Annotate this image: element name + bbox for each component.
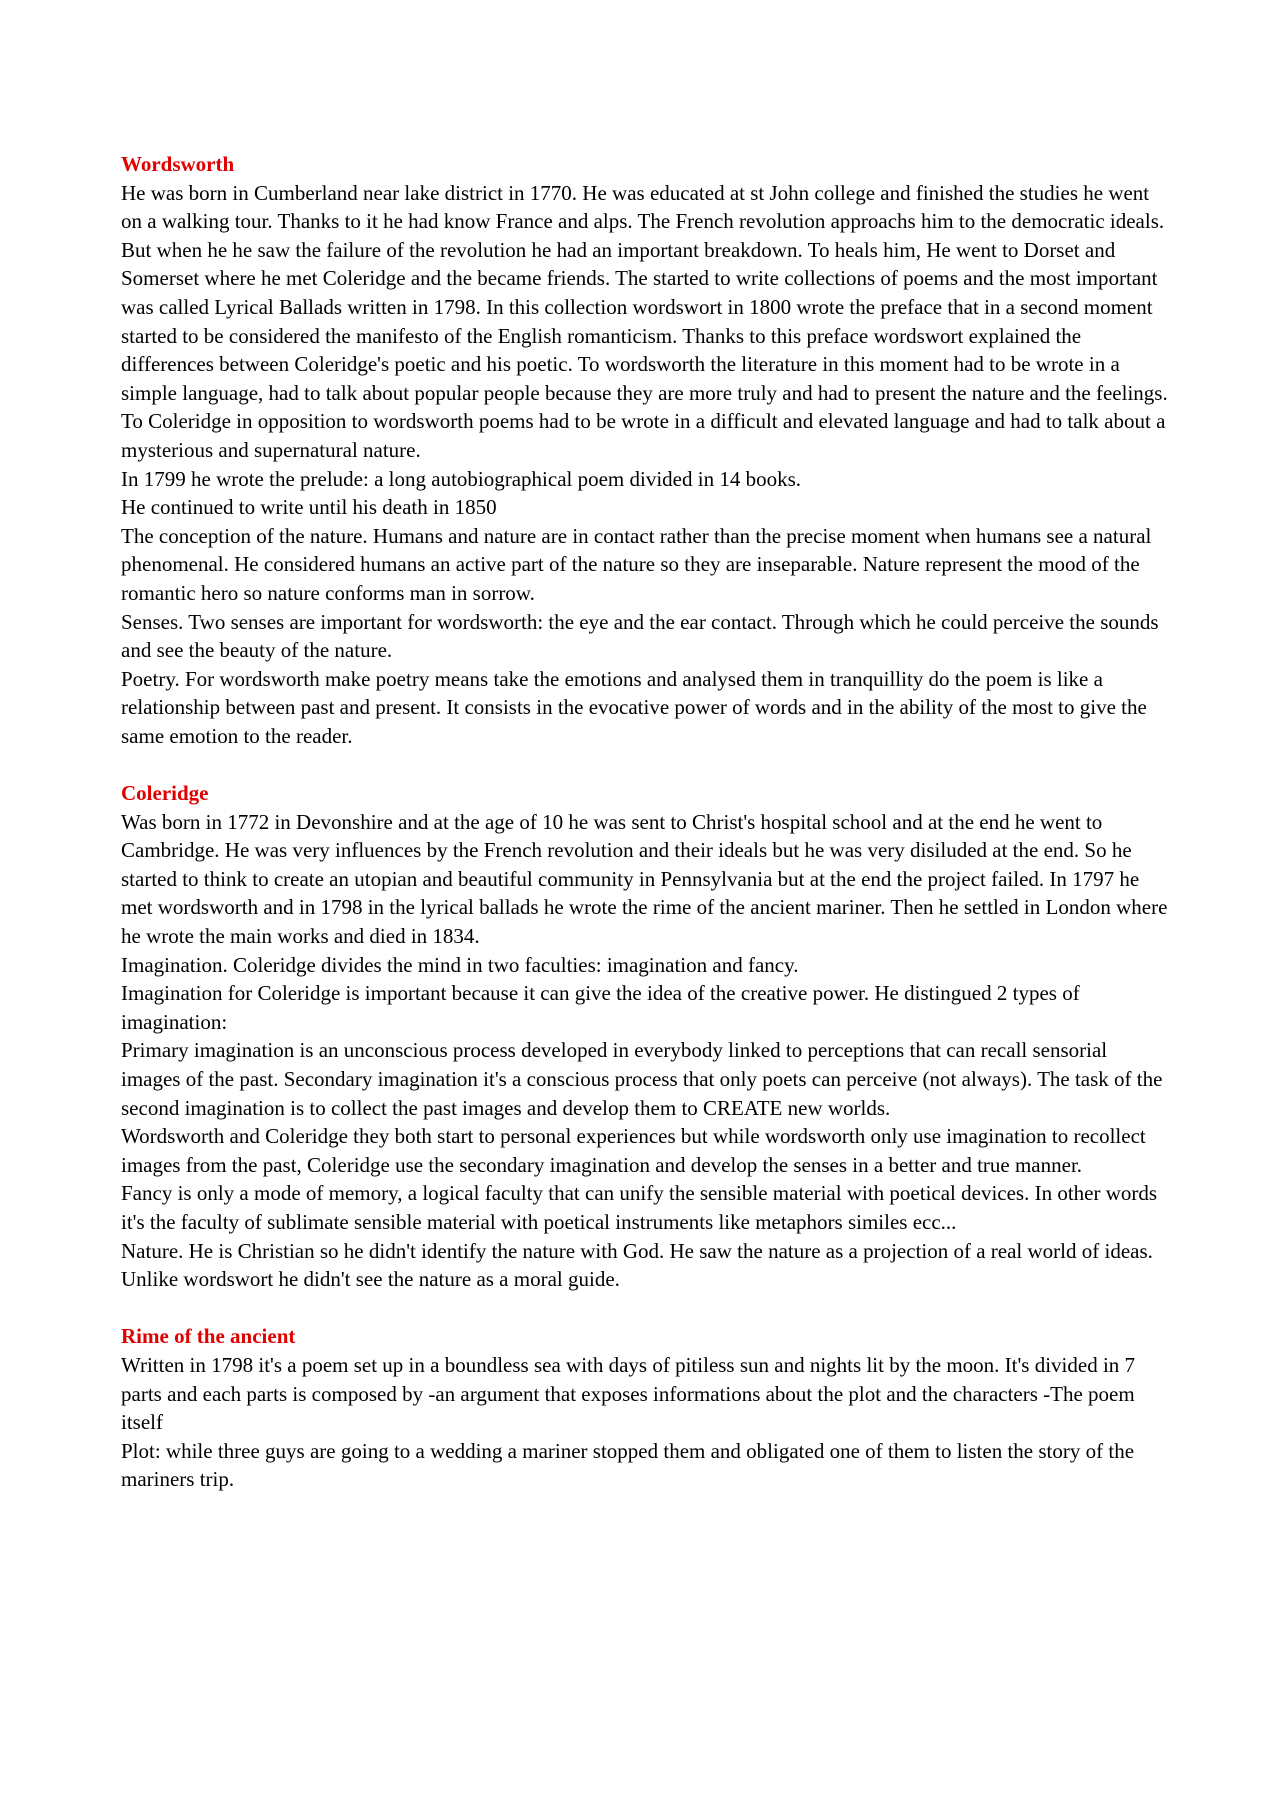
section-coleridge (121, 779, 1171, 1294)
paragraph: Written in 1798 it's a poem set up in a boundless sea with days of pitiless sun and nights lit by the moon. It's divided in 7 parts and each parts is composed by -an argument that exposes informations about the plot and the characters -The poem itself (121, 1352, 1136, 1435)
paragraph: Poetry. For wordsworth make poetry means take the emotions and analysed them in tranquillity do the poem is like a relationship between past and present. It consists in the evocative power of words and in the ability of the most to give the same emotion to the reader. (121, 666, 1147, 748)
paragraph: Senses. Two senses are important for wordsworth: the eye and the ear contact. Through which he could perceive the sounds and see the beauty of the nature. (121, 609, 1159, 663)
paragraph: Plot: while three guys are going to a wedding a mariner stopped them and obligated one of them to listen the story of the mariners trip. (121, 1438, 1135, 1492)
paragraph: He continued to write until his death in 1850 (121, 495, 497, 520)
paragraph: Nature. He is Christian so he didn't identify the nature with God. He saw the nature as a projection of a real world of ideas. Unlike wordswort he didn't see the nature as a moral guide. (121, 1238, 1153, 1292)
paragraph: Primary imagination is an unconscious process developed in everybody linked to perceptions that can recall sensorial images of the past. Secondary imagination it's a conscious process that only poets can perceive (not always). The task of the second imagination is to collect the past images and develop them to CREATE new worlds. (121, 1038, 1163, 1120)
paragraph: Wordsworth and Coleridge they both start to personal experiences but while wordsworth only use imagination to recollect images from the past, Coleridge use the secondary imagination and develop the senses in a better and true manner. (121, 1124, 1146, 1177)
section-heading: Coleridge (121, 781, 209, 806)
document-page (121, 150, 1171, 1494)
paragraph: The conception of the nature. Humans and nature are in contact rather than the precise moment when humans see a natural phenomenal. He considered humans an active part of the nature so they are inseparable. Nature represent the mood of the romantic hero so nature conforms man in sorrow. (121, 523, 1152, 605)
section-heading: Rime of the ancient (121, 1324, 296, 1349)
paragraph: He was born in Cumberland near lake district in 1770. He was educated at st John college and finished the studies he went on a walking tour. Thanks to it he had know France and alps. The French revolution approachs him to the democratic ideals. But when he he saw the failure of the revolution he had an important breakdown. To heals him, He went to Dorset and Somerset where he met Coleridge and the became friends. The started to write collections of poems and the most important was called Lyrical Ballads written in 1798. In this collection wordswort in 1800 wrote the preface that in a second moment started to be considered the manifesto of the English romanticism. Thanks to this preface wordswort explained the differences between Coleridge's poetic and his poetic. To wordsworth the literature in this moment had to be wrote in a simple language, had to talk about popular people because they are more truly and had to present the nature and the feelings. To Coleridge in opposition to wordsworth poems had to be wrote in a difficult and elevated language and had to talk about a mysterious and supernatural nature. (121, 180, 1168, 462)
paragraph: Fancy is only a mode of memory, a logical faculty that can unify the sensible material with poetical devices. In other words it's the faculty of sublimate sensible material with poetical instruments like metaphors similes ecc... (121, 1181, 1158, 1234)
section-heading: Wordsworth (121, 152, 235, 176)
paragraph: Imagination for Coleridge is important because it can give the idea of the creative power. He distingued 2 types of imagination: (121, 981, 1080, 1034)
section-rime-of-the-ancient (121, 1322, 1171, 1494)
paragraph: In 1799 he wrote the prelude: a long autobiographical poem divided in 14 books. (121, 466, 802, 491)
section-wordsworth (121, 150, 1171, 750)
paragraph: Imagination. Coleridge divides the mind in two faculties: imagination and fancy. (121, 952, 799, 977)
paragraph: Was born in 1772 in Devonshire and at the age of 10 he was sent to Christ's hospital school and at the end he went to Cambridge. He was very influences by the French revolution and their ideals but he was very disiluded at the end. So he started to think to create an utopian and beautiful community in Pennsylvania but at the end the project failed. In 1797 he met wordsworth and in 1798 in the lyrical ballads he wrote the rime of the ancient mariner. Then he settled in London where he wrote the main works and died in 1834. (121, 809, 1168, 949)
